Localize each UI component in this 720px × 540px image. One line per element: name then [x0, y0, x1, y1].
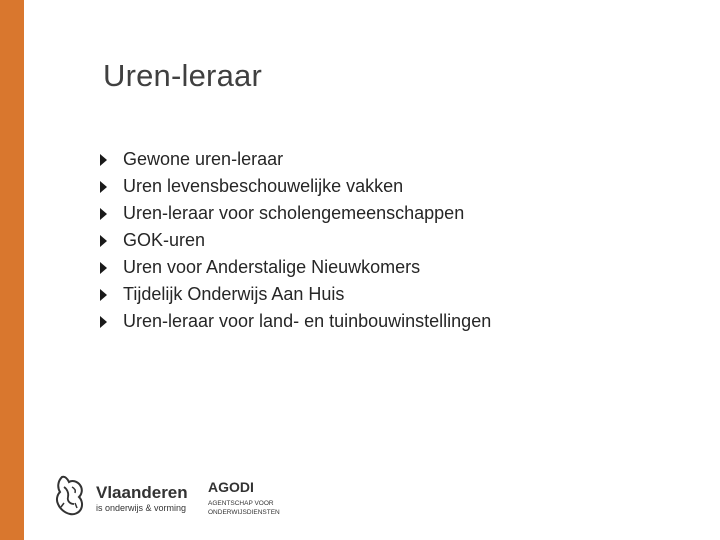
orange-side-bar [0, 0, 24, 540]
footer-logos [48, 465, 308, 525]
triangle-right-icon [100, 289, 107, 301]
triangle-right-icon [100, 208, 107, 220]
triangle-right-icon [100, 181, 107, 193]
bullet-item [100, 200, 491, 227]
agodi-wordmark: AGODI [208, 479, 254, 495]
triangle-right-icon [100, 235, 107, 247]
triangle-right-icon [100, 262, 107, 274]
bullet-text: Uren levensbeschouwelijke vakken [123, 176, 404, 196]
flemish-lion-icon [52, 473, 88, 517]
agodi-tagline: AGENTSCHAP VOOR ONDERWIJSDIENSTEN [208, 500, 280, 516]
bullet-item [100, 281, 491, 308]
bullet-item [100, 146, 491, 173]
bullet-item [100, 173, 491, 200]
bullet-text: Gewone uren-leraar [123, 149, 284, 169]
triangle-right-icon [100, 154, 107, 166]
bullet-item [100, 227, 491, 254]
triangle-right-icon [100, 316, 107, 328]
bullet-item [100, 254, 491, 281]
bullet-list [100, 146, 491, 335]
bullet-text: Uren-leraar voor land- en tuinbouwinstellingen [123, 311, 492, 331]
bullet-text: Uren-leraar voor scholengemeenschappen [123, 203, 465, 223]
bullet-text: Tijdelijk Onderwijs Aan Huis [123, 284, 345, 304]
bullet-item [100, 308, 491, 335]
vlaanderen-wordmark: Vlaanderen [96, 483, 188, 502]
slide-title: Uren-leraar [103, 58, 262, 93]
bullet-text: Uren voor Anderstalige Nieuwkomers [123, 257, 421, 277]
bullet-text: GOK-uren [123, 230, 206, 250]
vlaanderen-tagline: is onderwijs & vorming [96, 503, 187, 513]
